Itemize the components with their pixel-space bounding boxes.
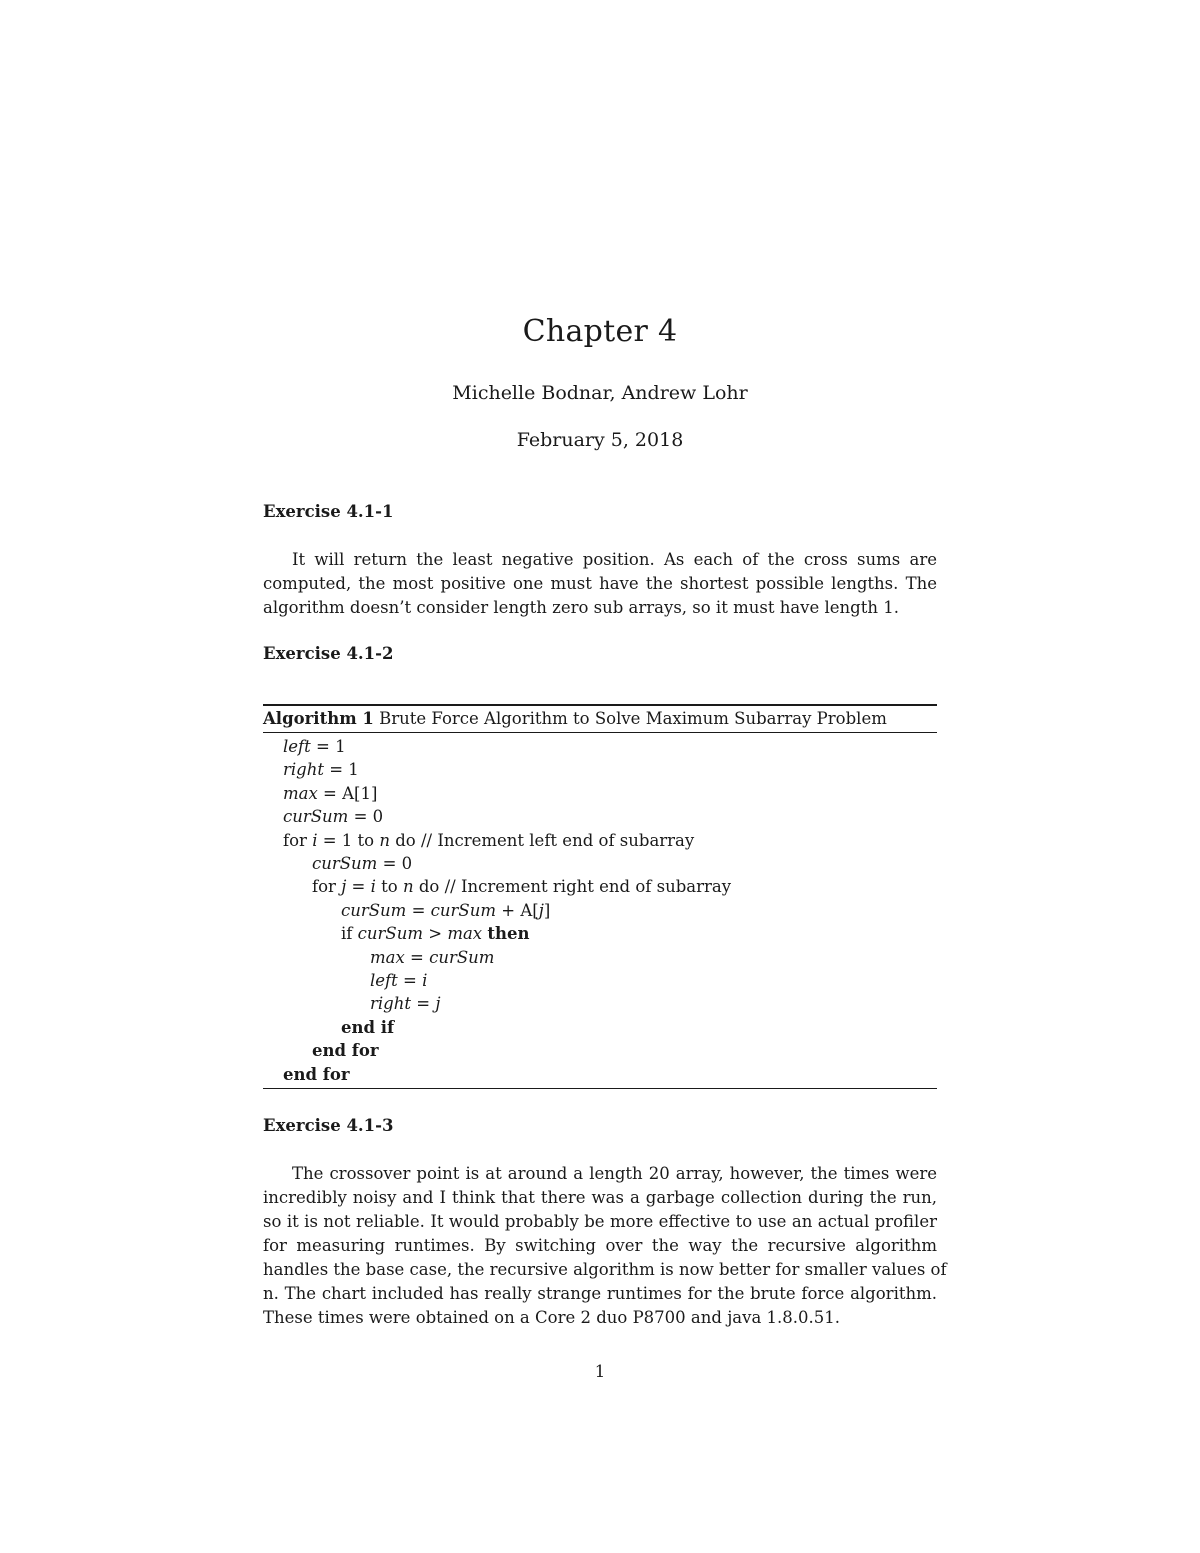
algorithm-line: max = curSum (370, 947, 495, 967)
chapter-title: Chapter 4 (522, 314, 678, 349)
exercise-heading: Exercise 4.1-2 (263, 644, 394, 663)
algorithm-line: for j = i to n do // Increment right end of subarray (312, 877, 732, 897)
algorithm-line: for i = 1 to n do // Increment left end of subarray (283, 830, 695, 850)
algorithm-line: if curSum > max then (341, 924, 530, 944)
algorithm-caption-text: Brute Force Algorithm to Solve Maximum Subarray Problem (379, 709, 887, 728)
algorithm-label: Algorithm 1 (263, 709, 374, 728)
exercise-paragraph (263, 1162, 947, 1330)
algorithm-line: curSum = 0 (312, 854, 413, 874)
paragraph-line: incredibly noisy and I think that there was a garbage collection during the run, (263, 1188, 937, 1207)
authors: Michelle Bodnar, Andrew Lohr (452, 382, 748, 404)
paragraph-line: computed, the most positive one must have the shortest possible lengths. The (263, 574, 937, 593)
algorithm-line: left = i (370, 971, 428, 991)
algorithm-line: right = j (370, 994, 441, 1014)
algorithm-line: end for (312, 1041, 379, 1061)
page-number: 1 (594, 1362, 606, 1381)
paragraph-line: The crossover point is at around a length 20 array, however, the times were (292, 1164, 937, 1183)
paragraph-line: It will return the least negative position. As each of the cross sums are (292, 550, 937, 569)
paragraph-line: for measuring runtimes. By switching over the way the recursive algorithm (263, 1236, 937, 1255)
algorithm-line: end if (341, 1017, 395, 1037)
algorithm-caption (263, 706, 937, 733)
document-date: February 5, 2018 (516, 429, 684, 451)
algorithm-line: max = A[1] (283, 783, 378, 803)
algorithm-line: end for (283, 1064, 350, 1084)
paragraph-line: n. The chart included has really strange runtimes for the brute force algorithm. (263, 1284, 937, 1303)
algorithm-line: left = 1 (283, 737, 346, 756)
paragraph-line: handles the base case, the recursive algorithm is now better for smaller values of (263, 1260, 947, 1279)
exercise-heading: Exercise 4.1-3 (263, 1116, 394, 1135)
algorithm-line: right = 1 (283, 760, 359, 780)
paragraph-line: These times were obtained on a Core 2 duo P8700 and java 1.8.0.51. (263, 1308, 841, 1327)
paragraph-line: so it is not reliable. It would probably be more effective to use an actual profiler (263, 1212, 937, 1231)
exercise-paragraph (263, 548, 937, 620)
algorithm-line: curSum = curSum + A[j] (341, 900, 551, 920)
algorithm-line: curSum = 0 (283, 807, 384, 827)
exercise-heading: Exercise 4.1-1 (263, 502, 394, 521)
algorithm-body (263, 733, 937, 1089)
algorithm-box (263, 704, 937, 1089)
paragraph-line: algorithm doesn’t consider length zero sub arrays, so it must have length 1. (263, 598, 899, 617)
